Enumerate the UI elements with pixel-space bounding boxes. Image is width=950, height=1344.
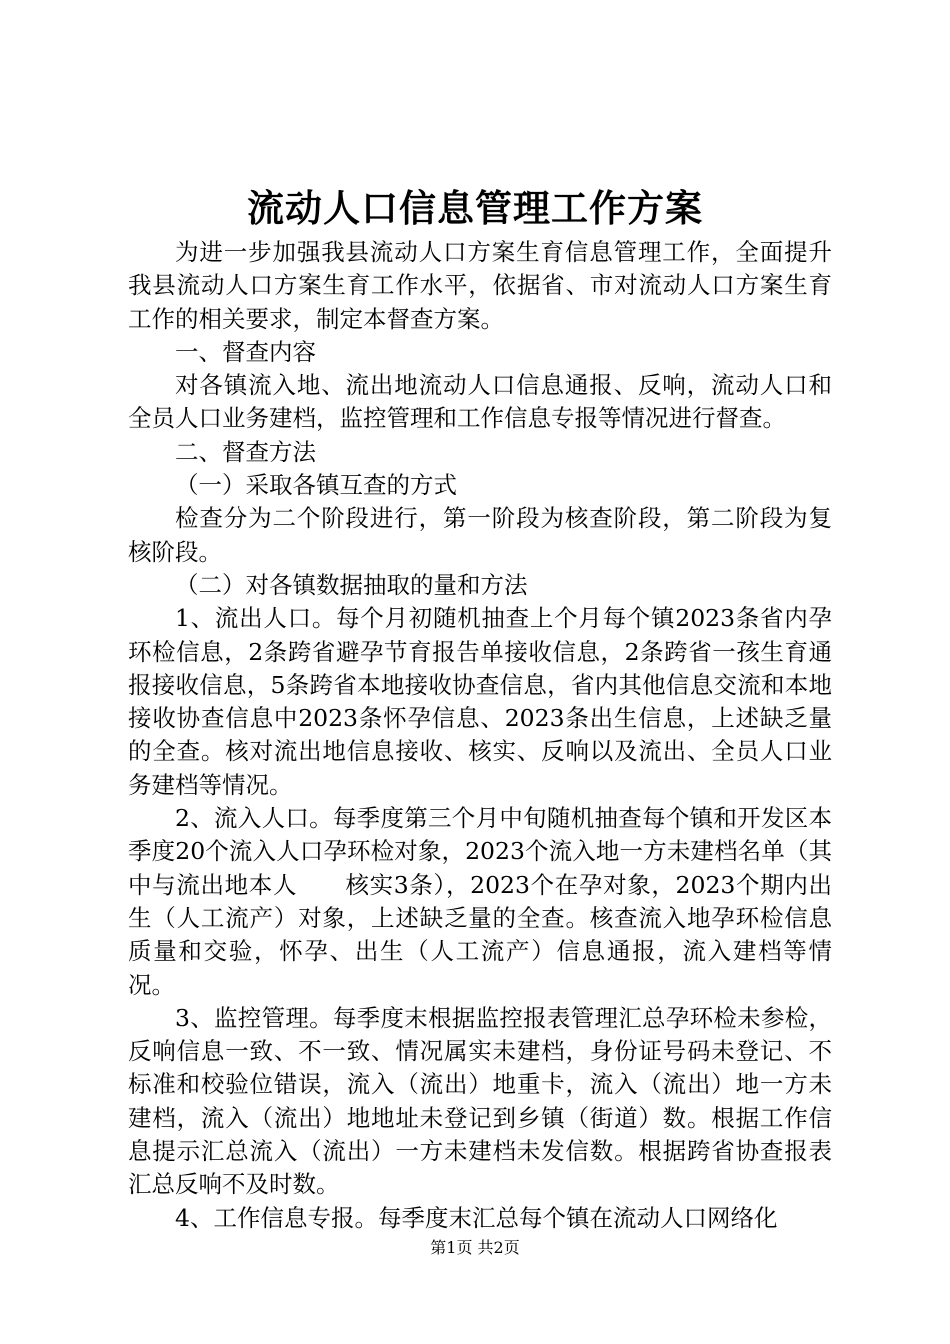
paragraph-work-info: 4、工作信息专报。每季度末汇总每个镇在流动人口网络化 (175, 1203, 778, 1232)
document-body (128, 236, 832, 1235)
subheading-sampling: （二）对各镇数据抽取的量和方法 (175, 570, 528, 599)
document-title: 流动人口信息管理工作方案 (247, 186, 703, 230)
paragraph-inspection-content: 对各镇流入地、流出地流动人口信息通报、反响，流动人口和全员人口业务建档，监控管理和工作信息专报等情况进行督查。 (128, 371, 832, 433)
heading-inspection-content: 一、督查内容 (175, 337, 316, 366)
paragraph-monitoring: 3、监控管理。每季度末根据监控报表管理汇总孕环检未参检，反响信息一致、不一致、情况属实未建档，身份证号码未登记、不标准和校验位错误，流入（流出）地重卡，流入（流出）地一方未建档，流入（流出）地地址未登记到乡镇（街道）数。根据工作信息提示汇总流入（流出）一方未建档未发信数。根据跨省协查报表汇总反响不及时数。 (128, 1003, 832, 1199)
paragraph-stages: 检查分为二个阶段进行，第一阶段为核查阶段，第二阶段为复核阶段。 (128, 504, 832, 566)
heading-inspection-method: 二、督查方法 (175, 437, 316, 466)
paragraph-intro: 为进一步加强我县流动人口方案生育信息管理工作，全面提升我县流动人口方案生育工作水平，依据省、市对流动人口方案生育工作的相关要求，制定本督查方案。 (128, 238, 832, 333)
subheading-mutual-check: （一）采取各镇互查的方式 (175, 471, 457, 500)
paragraph-outflow: 1、流出人口。每个月初随机抽查上个月每个镇2023条省内孕环检信息，2条跨省避孕节育报告单接收信息，2条跨省一孩生育通报接收信息，5条跨省本地接收协查信息，省内其他信息交流和本地接收协查信息中2023条怀孕信息、2023条出生信息，上述缺乏量的全查。核对流出地信息接收、核实、反响以及流出、全员人口业务建档等情况。 (128, 604, 832, 799)
paragraph-inflow: 2、流入人口。每季度第三个月中旬随机抽查每个镇和开发区本季度20个流入人口孕环检对象，2023个流入地一方未建档名单（其中与流出地本人 核实3条），2023个在孕对象，2023个期内出生（人工流产）对象，上述缺乏量的全查。核查流入地孕环检信息质量和交验，怀孕、出生（人工流产）信息通报，流入建档等情况。 (128, 804, 832, 999)
page-footer: 第1页 共2页 (430, 1238, 520, 1257)
